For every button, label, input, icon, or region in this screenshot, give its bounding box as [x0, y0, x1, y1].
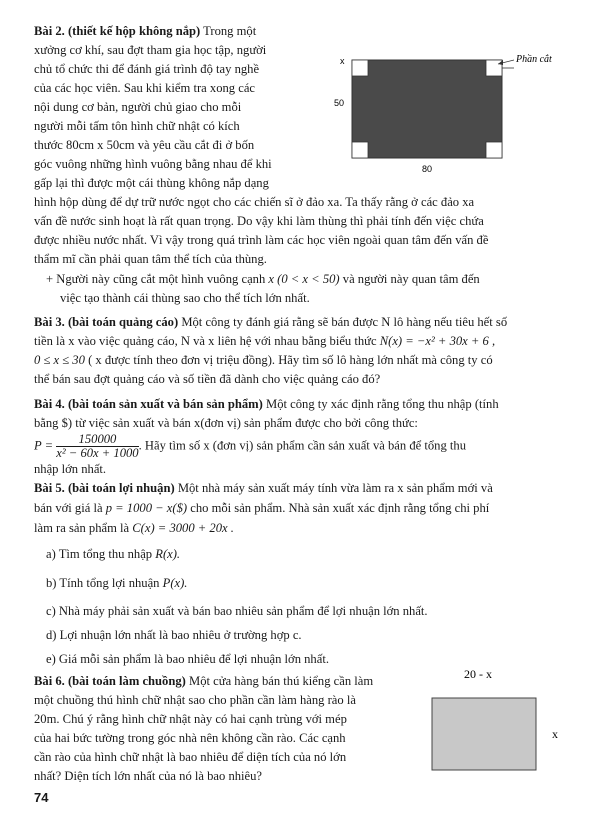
- bai5-c: c) Nhà máy phải sản xuất và bán bao nhiêu sản phẩm để lợi nhuận lớn nhất.: [46, 604, 428, 618]
- bai3: [34, 313, 574, 389]
- pen-top-label: 20 - x: [464, 667, 492, 681]
- question-a-math: R(x).: [155, 547, 181, 561]
- fraction-numerator: 150000: [56, 433, 138, 447]
- bai5-line: Một nhà máy sản xuất máy tính vừa làm ra x sản phẩm mới và: [177, 481, 493, 495]
- bullet-text: việc tạo thành cái thùng sao cho thể tích lớn nhất.: [60, 291, 310, 305]
- bai3-line: ( x được tính theo đơn vị triệu đồng). Hãy tìm số lô hàng lớn nhất mà công ty có: [88, 353, 493, 367]
- bai6-line: một chuồng thú hình chữ nhật sao cho phần cần làm hàng rào là: [34, 693, 356, 707]
- bai3-line: tiền là x vào việc quảng cáo, N và x liên hệ với nhau bằng biểu thức: [34, 334, 377, 348]
- bai5-line: cho mỗi sản phẩm. Nhà sản xuất xác định rằng tổng chi phí: [190, 501, 490, 515]
- cut-x-label: x: [340, 56, 345, 66]
- bai6-line: của hai bức tường trong góc nhà nên không cần rào. Các cạnh: [34, 731, 346, 745]
- bai6-title: Bài 6. (bài toán làm chuồng): [34, 674, 186, 688]
- bai3-title: Bài 3. (bài toán quảng cáo): [34, 315, 179, 329]
- bai2-line: hình hộp dùng để dự trữ nước ngọt cho các chiến sĩ ở đảo xa. Ta thấy rằng ở các đảo xa: [34, 195, 475, 209]
- bai2-line: được nhiều nước nhất. Vì vậy trong quá trình làm các học viên ngoài quan tâm đến vấn đề: [34, 233, 489, 247]
- bai5-price: p = 1000 − x($): [105, 501, 188, 515]
- bullet-text: và người này quan tâm đến: [342, 272, 480, 286]
- bai4-line: bằng $) từ việc sản xuất và bán: [34, 416, 191, 430]
- cut-part-label: Phần cắt: [516, 54, 552, 65]
- bullet-text: + Người này cũng cắt một hình vuông cạnh: [46, 272, 266, 286]
- side-50-label: 50: [334, 98, 345, 108]
- bai2-line: góc vuông những hình vuông bằng nhau để khi: [34, 157, 272, 171]
- pen-diagram: [410, 662, 590, 777]
- bai4-line: . Hãy tìm số x (đơn vị) sản phẩm cần sản xuất và bán để tổng thu: [138, 438, 466, 453]
- bai5-cost: C(x) = 3000 + 20x .: [132, 521, 234, 535]
- bottom-80-label: 80: [422, 164, 433, 174]
- corner-cut: [352, 142, 368, 158]
- bai4-line: Một công ty xác định rằng tổng thu nhập (tính: [266, 397, 499, 411]
- bai6-line: cần rào của hình chữ nhật là bao nhiêu để diện tích của nó lớn: [34, 750, 347, 764]
- corner-cut: [486, 60, 502, 76]
- bai5-title: Bài 5. (bài toán lợi nhuận): [34, 481, 175, 495]
- bai4-line: nhập lớn nhất.: [34, 462, 107, 476]
- bai2-continued: [34, 193, 574, 269]
- bai5-a: [46, 545, 574, 564]
- bai2-line: gấp lại thì được một cái thùng không nắp dạng: [34, 176, 269, 190]
- bai2-bullet: [46, 270, 574, 308]
- corner-cut: [352, 60, 368, 76]
- bai2-line: người mỗi tấm tôn hình chữ nhật có kích: [34, 119, 240, 133]
- sheet-diagram: [332, 46, 572, 176]
- question-b: b) Tính tổng lợi nhuận: [46, 576, 160, 590]
- bai5-line: làm ra sản phẩm là: [34, 521, 130, 535]
- bai2-line: Trong một: [203, 24, 257, 38]
- bai5-e: e) Giá mỗi sản phẩm là bao nhiêu để lợi nhuận lớn nhất.: [46, 652, 329, 666]
- sheet-rect: [352, 60, 502, 158]
- bai6-line: 20m. Chú ý rằng hình chữ nhật này có hai cạnh trùng với mép: [34, 712, 347, 726]
- bai4-line: x(đơn vị) sản phẩm được cho bởi công thức:: [194, 416, 418, 430]
- bai2-line: thước 80cm x 50cm và yêu cầu cắt đi ở bốn: [34, 138, 255, 152]
- bai5: [34, 478, 574, 538]
- question-b-math: P(x).: [162, 576, 188, 590]
- bai2-line: của các học viên. Sau khi kiểm tra xong các: [34, 81, 255, 95]
- bullet-math: x (0 < x < 50): [268, 272, 340, 286]
- bai2-intro: [34, 22, 326, 193]
- bai4-p: P =: [34, 438, 54, 453]
- bai3-range: 0 ≤ x ≤ 30: [34, 353, 85, 367]
- bai5-line: bán với giá là: [34, 501, 103, 515]
- question-a: a) Tìm tổng thu nhập: [46, 547, 153, 561]
- bai2-line: nội dung cơ bản, người chủ giao cho mỗi: [34, 100, 242, 114]
- pen-rect: [432, 698, 536, 770]
- bai6-line: nhất? Diện tích lớn nhất của nó là bao nhiêu?: [34, 769, 263, 783]
- bai3-line: thể bán sau đợt quảng cáo và số tiền đã dành cho việc quảng cáo đó?: [34, 372, 381, 386]
- bai4: [34, 395, 574, 479]
- fraction-denominator: x² − 60x + 1000: [56, 446, 139, 460]
- page-number: 74: [34, 790, 49, 805]
- bai2-line: xưởng cơ khí, sau đợt tham gia học tập, người: [34, 43, 267, 57]
- bai6: [34, 672, 414, 786]
- bai6-line: Một cửa hàng bán thú kiểng cần làm: [189, 674, 374, 688]
- pen-side-label: x: [552, 727, 558, 741]
- bai4-title: Bài 4. (bài toán sản xuất và bán sản phẩm): [34, 397, 263, 411]
- bai3-line: Một công ty đánh giá rằng sẽ bán được N lô hàng nếu tiêu hết số: [181, 315, 508, 329]
- bai2-line: vấn đề nước sinh hoạt là rất quan trọng. Do vậy khi làm thùng thì phải tính đến việc chứa: [34, 214, 484, 228]
- bai2-title: Bài 2. (thiết kế hộp không nắp): [34, 24, 201, 38]
- corner-cut: [486, 142, 502, 158]
- bai4-fraction: [56, 433, 138, 460]
- bai2-line: chủ tổ chức thi để đánh giá trình độ tay nghề: [34, 62, 260, 76]
- bai5-d: d) Lợi nhuận lớn nhất là bao nhiêu ở trường hợp c.: [46, 628, 302, 642]
- bai3-formula: N(x) = −x² + 30x + 6 ,: [379, 334, 496, 348]
- bai5-b: [46, 574, 574, 593]
- bai2-line: thẩm mĩ cần phải quan tâm thể tích của thùng.: [34, 252, 267, 266]
